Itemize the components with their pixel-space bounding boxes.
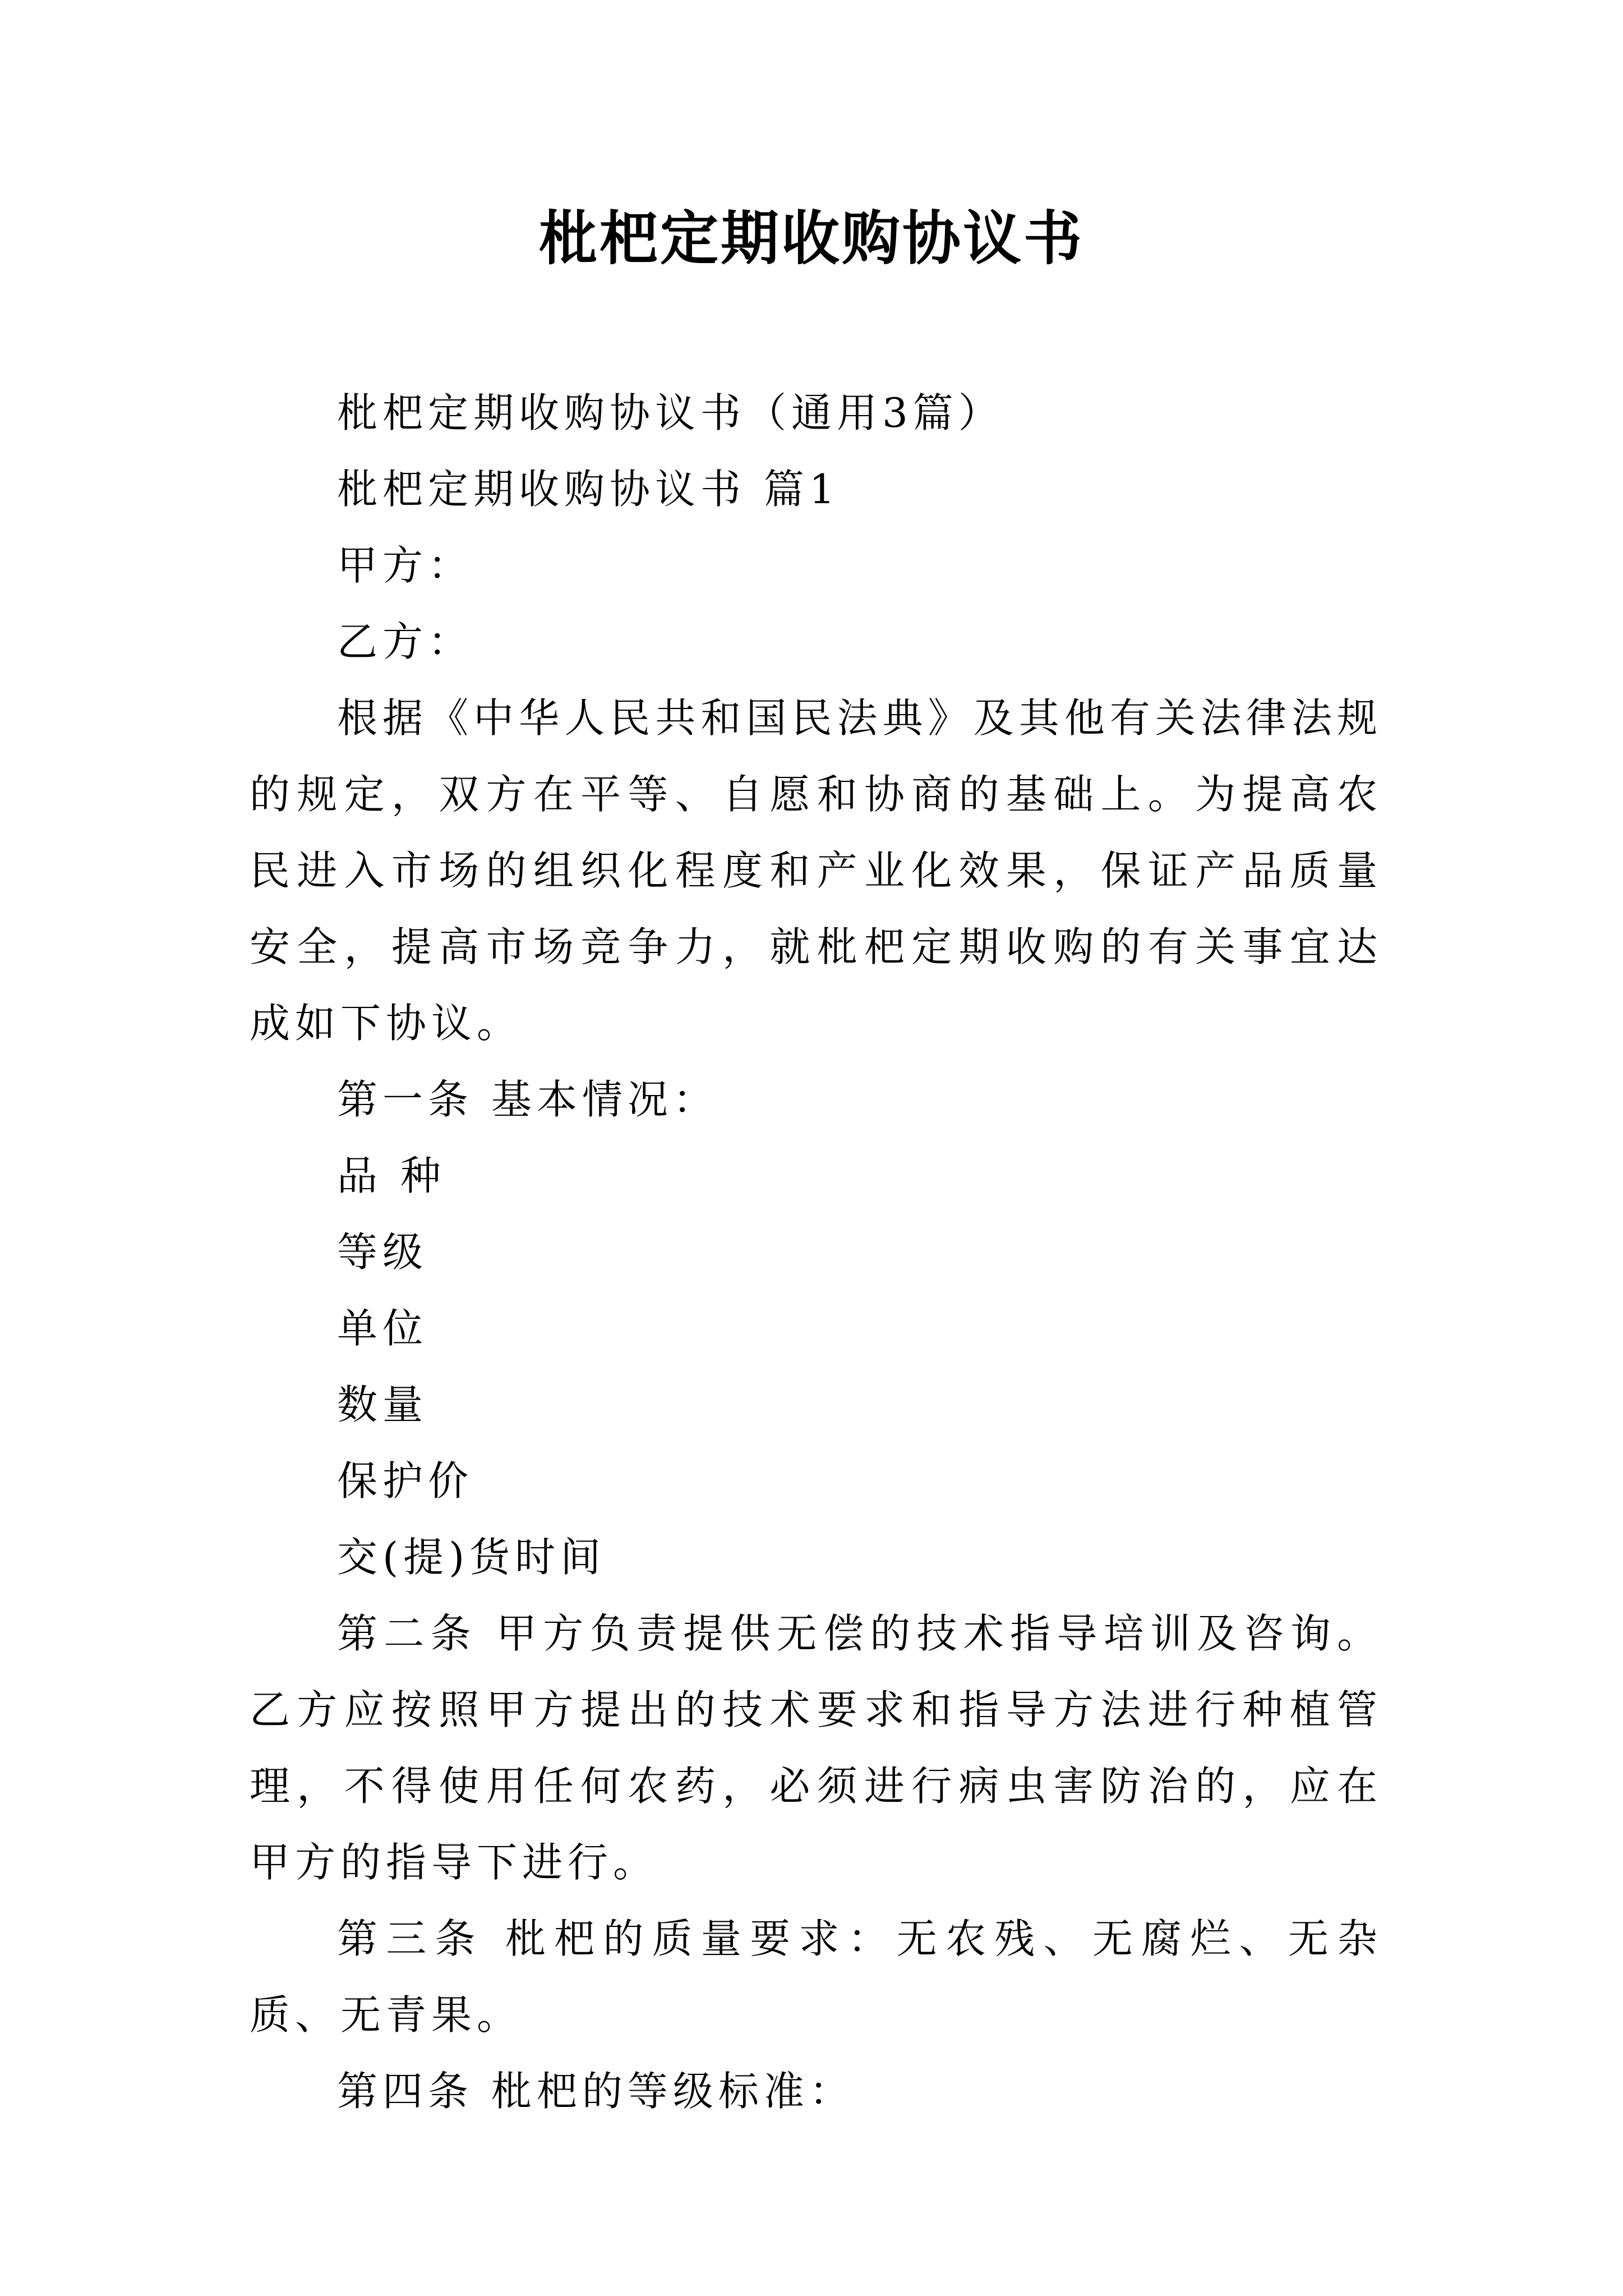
article-3-paragraph: 第三条 枇杷的质量要求：无农残、无腐烂、无杂质、无青果。 xyxy=(250,1915,1382,2039)
field-protection-price: 保护价 xyxy=(337,1457,474,1504)
field-delivery-time: 交(提)货时间 xyxy=(337,1534,606,1581)
field-quantity: 数量 xyxy=(337,1381,428,1428)
article-1-heading: 第一条 基本情况： xyxy=(337,1076,718,1123)
party-b-line: 乙方： xyxy=(337,618,474,665)
section-heading: 枇杷定期收购协议书 篇1 xyxy=(337,466,840,513)
article-2-paragraph: 第二条 甲方负责提供无偿的技术指导培训及咨询。乙方应按照甲方提出的技术要求和指导方法进行种植管理，不得使用任何农药，必须进行病虫害防治的，应在甲方的指导下进行。 xyxy=(250,1610,1382,1886)
field-unit: 单位 xyxy=(337,1305,428,1352)
document-body xyxy=(250,375,1382,2129)
preamble-paragraph: 根据《中华人民共和国民法典》及其他有关法律法规的规定，双方在平等、自愿和协商的基础上。为提高农民进入市场的组织化程度和产业化效果，保证产品质量安全，提高市场竞争力，就枇杷定期收购的有关事宜达成如下协议。 xyxy=(250,694,1382,1047)
field-variety: 品 种 xyxy=(337,1152,446,1199)
subtitle-paragraph: 枇杷定期收购协议书（通用3篇） xyxy=(337,389,1004,436)
field-grade: 等级 xyxy=(337,1228,428,1276)
party-a-line: 甲方： xyxy=(337,542,474,589)
document-title: 枇杷定期收购协议书 xyxy=(538,204,1084,273)
article-4-paragraph: 第四条 枇杷的等级标准： xyxy=(337,2068,855,2115)
